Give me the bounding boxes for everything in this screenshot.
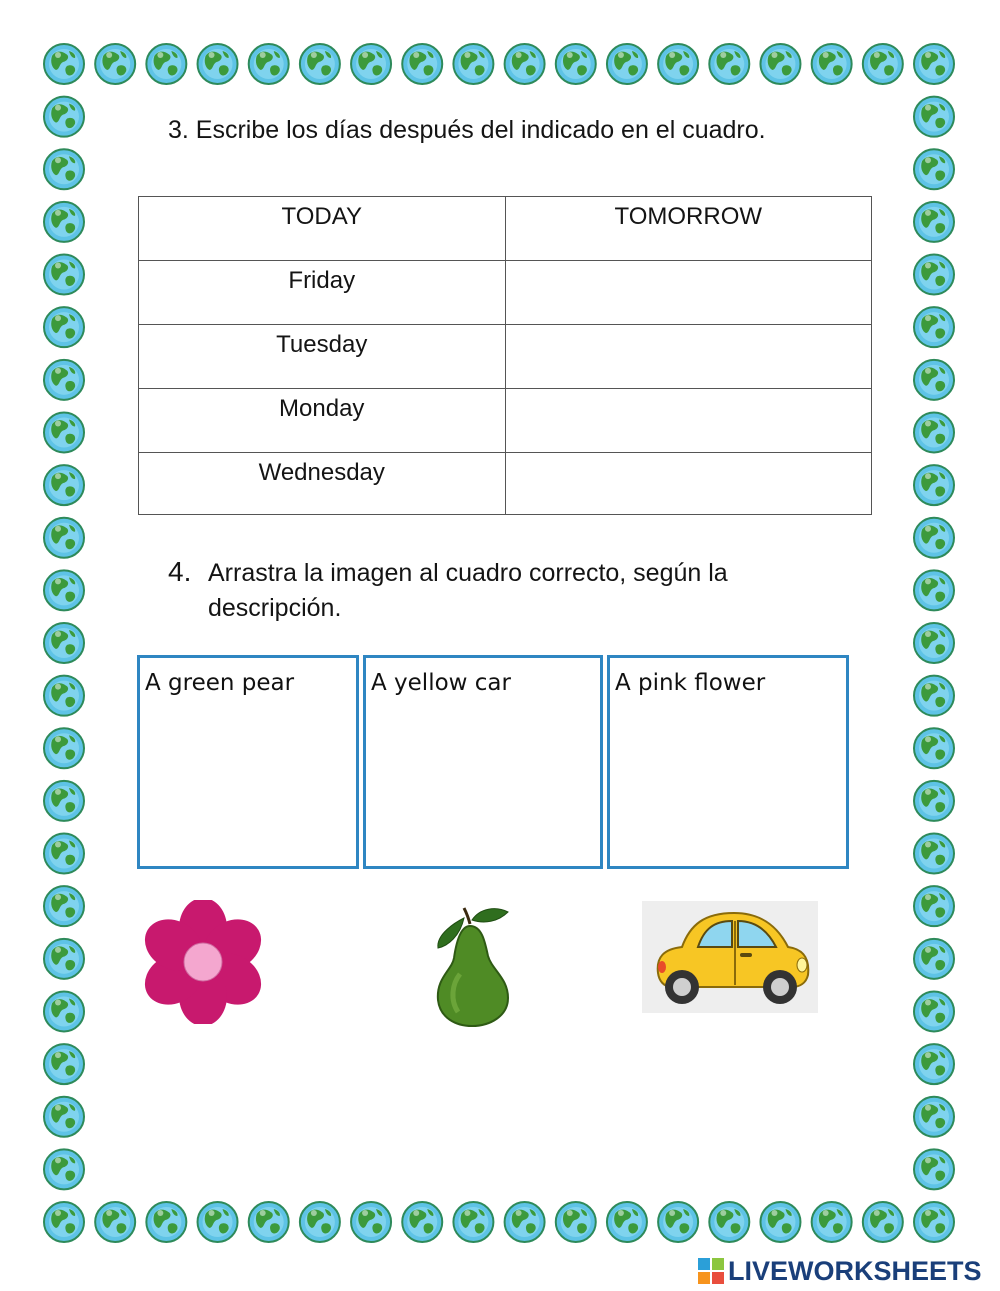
table-row (139, 389, 872, 453)
tomorrow-cell (505, 261, 872, 325)
globe-icon (914, 939, 954, 979)
globe-icon (44, 623, 84, 663)
globe-icon (709, 44, 749, 84)
globe-icon (914, 202, 954, 242)
globe-icon (198, 44, 238, 84)
globe-icon (607, 1202, 647, 1242)
globe-icon (44, 518, 84, 558)
globe-icon (44, 255, 84, 295)
globe-icon (812, 1202, 852, 1242)
drop-box-label: A yellow car (371, 670, 511, 696)
today-cell: Tuesday (139, 325, 506, 389)
header-today: TODAY (139, 197, 506, 261)
globe-icon (914, 781, 954, 821)
today-cell: Wednesday (139, 453, 506, 515)
globe-icon (44, 360, 84, 400)
pear-image[interactable] (430, 904, 516, 1028)
globe-icon (44, 728, 84, 768)
drop-box-yellow-car[interactable] (363, 655, 603, 869)
globe-icon (44, 149, 84, 189)
globe-icon (658, 1202, 698, 1242)
globe-icon (863, 44, 903, 84)
globe-icon (402, 44, 442, 84)
globe-icon (249, 1202, 289, 1242)
globe-icon (44, 202, 84, 242)
globe-icon (44, 1202, 84, 1242)
globe-icon (44, 886, 84, 926)
globe-icon (914, 834, 954, 874)
globe-icon (914, 623, 954, 663)
table-header-row (139, 197, 872, 261)
drop-box-label: A green pear (145, 670, 295, 696)
globe-icon (453, 44, 493, 84)
globe-icon (300, 1202, 340, 1242)
table-row (139, 325, 872, 389)
globe-icon (44, 939, 84, 979)
liveworksheets-wordmark: LIVEWORKSHEETS (728, 1255, 982, 1286)
liveworksheets-brand (698, 1256, 994, 1286)
question-4-text: Arrastra la imagen al cuadro correcto, según la descripción. (208, 559, 728, 622)
globe-icon (351, 1202, 391, 1242)
globe-icon (914, 1097, 954, 1137)
flower-image[interactable] (137, 900, 269, 1024)
tomorrow-cell (505, 325, 872, 389)
globe-icon (914, 1149, 954, 1189)
globe-icon (44, 44, 84, 84)
globe-icon (556, 1202, 596, 1242)
tomorrow-cell (505, 389, 872, 453)
globe-icon (914, 307, 954, 347)
globe-icon (914, 44, 954, 84)
globe-icon (44, 307, 84, 347)
globe-icon (709, 1202, 749, 1242)
globe-icon (914, 991, 954, 1031)
tomorrow-input[interactable] (515, 395, 861, 437)
globe-icon (44, 1097, 84, 1137)
tomorrow-cell (505, 453, 872, 515)
globe-icon (44, 465, 84, 505)
globe-icon (44, 676, 84, 716)
globe-icon (95, 44, 135, 84)
globe-icon (44, 991, 84, 1031)
days-table (138, 196, 872, 515)
globe-icon (146, 44, 186, 84)
globe-icon (658, 44, 698, 84)
globe-icon (505, 1202, 545, 1242)
globe-icon (863, 1202, 903, 1242)
globe-icon (44, 97, 84, 137)
globe-icon (95, 1202, 135, 1242)
globe-icon (914, 255, 954, 295)
globe-icon (914, 412, 954, 452)
globe-icon (914, 570, 954, 610)
globe-icon (914, 360, 954, 400)
question-4-number: 4. (168, 556, 192, 587)
globe-icon (914, 97, 954, 137)
globe-icon (198, 1202, 238, 1242)
globe-icon (44, 1044, 84, 1084)
globe-icon (300, 44, 340, 84)
today-cell: Friday (139, 261, 506, 325)
table-row (139, 453, 872, 515)
globe-icon (914, 886, 954, 926)
globe-icon (914, 1202, 954, 1242)
table-row (139, 261, 872, 325)
globe-icon (914, 1044, 954, 1084)
tomorrow-input[interactable] (515, 267, 861, 309)
globe-icon (44, 834, 84, 874)
liveworksheets-logo-icon (698, 1258, 724, 1284)
globe-icon (914, 518, 954, 558)
globe-icon (914, 465, 954, 505)
globe-icon (44, 781, 84, 821)
globe-icon (402, 1202, 442, 1242)
globe-icon (556, 44, 596, 84)
globe-icon (505, 44, 545, 84)
globe-icon (914, 728, 954, 768)
globe-icon (351, 44, 391, 84)
tomorrow-input[interactable] (515, 331, 861, 373)
globe-icon (607, 44, 647, 84)
globe-icon (812, 44, 852, 84)
drop-box-green-pear[interactable] (137, 655, 359, 869)
header-tomorrow: TOMORROW (505, 197, 872, 261)
globe-icon (44, 412, 84, 452)
globe-icon (44, 1149, 84, 1189)
globe-icon (44, 570, 84, 610)
tomorrow-input[interactable] (515, 459, 861, 501)
globe-icon (760, 1202, 800, 1242)
car-image[interactable] (642, 901, 818, 1013)
globe-icon (453, 1202, 493, 1242)
today-cell: Monday (139, 389, 506, 453)
drop-box-label: A pink flower (615, 670, 766, 696)
drop-box-pink-flower[interactable] (607, 655, 849, 869)
globe-icon (914, 149, 954, 189)
question-3-title: 3. Escribe los días después del indicado en el cuadro. (168, 116, 766, 144)
globe-icon (914, 676, 954, 716)
globe-icon (760, 44, 800, 84)
globe-icon (146, 1202, 186, 1242)
globe-icon (249, 44, 289, 84)
